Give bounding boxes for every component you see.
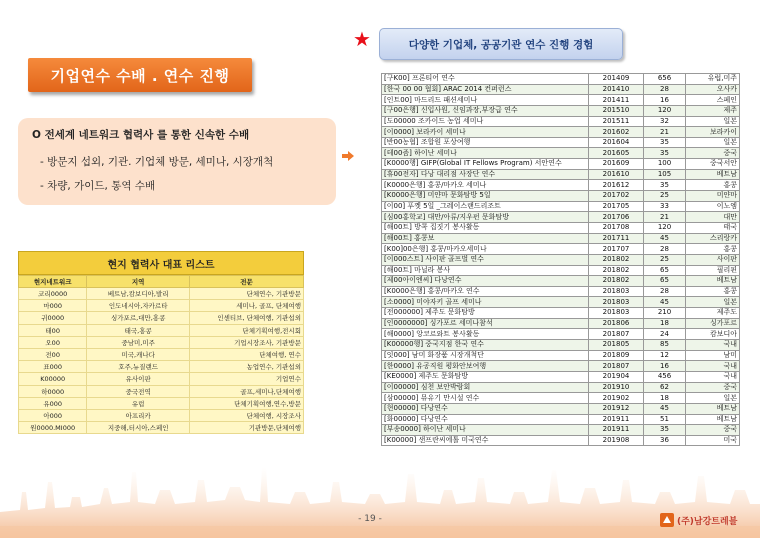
experience-cell-program: [제00아이엔씨] 다낭연수 [382, 276, 589, 287]
partner-cell-network: K00000 [19, 373, 87, 385]
experience-row [382, 116, 740, 127]
partner-cell-specialty: 기업연수 [189, 373, 303, 385]
experience-cell-participants: 35 [644, 137, 686, 148]
partner-cell-network: 전00 [19, 348, 87, 360]
experience-row [382, 74, 740, 85]
experience-cell-participants: 21 [644, 212, 686, 223]
experience-cell-participants: 18 [644, 318, 686, 329]
partner-row [19, 422, 304, 434]
experience-cell-date: 201904 [589, 371, 644, 382]
experience-cell-participants: 210 [644, 308, 686, 319]
partner-cell-region: 지중해,터시아,스페인 [87, 422, 190, 434]
experience-cell-date: 201511 [589, 116, 644, 127]
partner-cell-network: 마000 [19, 300, 87, 312]
experience-cell-date: 201409 [589, 74, 644, 85]
experience-cell-participants: 100 [644, 159, 686, 170]
city-skyline-illustration [0, 452, 760, 538]
experience-row [382, 435, 740, 446]
experience-row [382, 201, 740, 212]
experience-cell-participants: 45 [644, 297, 686, 308]
experience-cell-destination: 베트남 [686, 276, 740, 287]
partner-cell-region: 미국,캐나다 [87, 348, 190, 360]
experience-table-body [382, 74, 740, 446]
experience-row [382, 361, 740, 372]
partner-cell-region: 유사이판 [87, 373, 190, 385]
star-icon: ★ [353, 27, 371, 51]
experience-cell-program: [이0000] 보라카이 세미나 [382, 127, 589, 138]
experience-cell-program: [인0000000] 싱가포르 세미나참석 [382, 318, 589, 329]
experience-cell-date: 201805 [589, 340, 644, 351]
experience-cell-participants: 25 [644, 191, 686, 202]
partner-cell-network: 태00 [19, 324, 87, 336]
experience-cell-participants: 65 [644, 276, 686, 287]
experience-row [382, 318, 740, 329]
experience-cell-program: [K0000은행] 홍콩/마카오 연수 [382, 286, 589, 297]
experience-cell-participants: 105 [644, 169, 686, 180]
experience-header: 다양한 기업체, 공공기관 연수 진행 경험 [379, 28, 623, 60]
experience-cell-date: 201702 [589, 191, 644, 202]
experience-cell-participants: 21 [644, 127, 686, 138]
experience-cell-participants: 456 [644, 371, 686, 382]
partner-row [19, 300, 304, 312]
experience-cell-program: [이00] 푸껫 5일 _그레이스랜드리조트 [382, 201, 589, 212]
experience-cell-participants: 35 [644, 425, 686, 436]
experience-table [381, 73, 740, 446]
experience-row [382, 84, 740, 95]
experience-cell-program: [잇000] 남미 화장품 시장개척단 [382, 350, 589, 361]
experience-cell-participants: 45 [644, 403, 686, 414]
intro-box [18, 118, 336, 205]
experience-row [382, 371, 740, 382]
experience-cell-date: 201411 [589, 95, 644, 106]
experience-cell-date: 201806 [589, 318, 644, 329]
experience-cell-program: [K0000행] GIFP(Global IT Fellows Program) 서안연수 [382, 159, 589, 170]
experience-row [382, 212, 740, 223]
experience-row [382, 393, 740, 404]
experience-cell-date: 201911 [589, 414, 644, 425]
partner-header-network: 현지네트워크 [19, 276, 87, 288]
company-logo [660, 513, 737, 527]
partner-header-row [19, 276, 304, 288]
experience-cell-date: 201912 [589, 403, 644, 414]
experience-cell-program: [한0000] 유공직원 평화안보여행 [382, 361, 589, 372]
partner-row [19, 312, 304, 324]
partner-row [19, 348, 304, 360]
experience-cell-program: [해00트] 홍콩보 [382, 233, 589, 244]
experience-cell-participants: 28 [644, 286, 686, 297]
partner-table-section [18, 251, 304, 434]
experience-cell-destination: 일본 [686, 297, 740, 308]
partner-cell-region: 호주,뉴질랜드 [87, 361, 190, 373]
experience-cell-program: [삼00000] 뮤유기 만시설 연수 [382, 393, 589, 404]
experience-row [382, 222, 740, 233]
experience-row [382, 233, 740, 244]
intro-line-1: O 전세계 네트워크 협력사 를 통한 신속한 수배 [32, 129, 250, 141]
experience-cell-program: [이000스트] 사이판 골프벌 연수 [382, 254, 589, 265]
experience-cell-participants: 28 [644, 84, 686, 95]
partner-row [19, 288, 304, 300]
experience-cell-date: 201908 [589, 435, 644, 446]
experience-cell-date: 201802 [589, 276, 644, 287]
experience-cell-program: [반00농협] 조합원 포상여행 [382, 137, 589, 148]
experience-cell-program: [K00000행] 중국지점 한국 연수 [382, 340, 589, 351]
experience-cell-destination: 제주 [686, 105, 740, 116]
experience-cell-participants: 18 [644, 393, 686, 404]
experience-cell-date: 201604 [589, 137, 644, 148]
partner-row [19, 336, 304, 348]
experience-cell-program: [해0000] 앙코르와트 봉사활동 [382, 329, 589, 340]
partner-table-body [19, 288, 304, 434]
experience-cell-participants: 120 [644, 222, 686, 233]
partner-header-region: 지역 [87, 276, 190, 288]
experience-row [382, 148, 740, 159]
partner-cell-specialty: 농업연수, 기관섭외 [189, 361, 303, 373]
experience-cell-date: 201609 [589, 159, 644, 170]
experience-cell-date: 201911 [589, 425, 644, 436]
experience-cell-destination: 미국 [686, 435, 740, 446]
experience-cell-participants: 35 [644, 148, 686, 159]
experience-cell-destination: 홍콩 [686, 244, 740, 255]
experience-cell-destination: 대만 [686, 212, 740, 223]
experience-cell-participants: 656 [644, 74, 686, 85]
experience-cell-participants: 16 [644, 95, 686, 106]
experience-row [382, 159, 740, 170]
partner-row [19, 385, 304, 397]
experience-row [382, 244, 740, 255]
experience-cell-destination: 국내 [686, 361, 740, 372]
experience-row [382, 308, 740, 319]
experience-cell-destination: 중국 [686, 148, 740, 159]
experience-row [382, 276, 740, 287]
partner-cell-specialty: 단체기획여행,전시회 [189, 324, 303, 336]
experience-row [382, 350, 740, 361]
partner-row [19, 397, 304, 409]
partner-cell-region: 베트남,캄보디아,발리 [87, 288, 190, 300]
experience-cell-participants: 32 [644, 116, 686, 127]
experience-cell-program: [K0000은행] 미얀마 문화탐방 5일 [382, 191, 589, 202]
experience-cell-program: [테00즘] 하이난 세미나 [382, 148, 589, 159]
experience-cell-destination: 일본 [686, 393, 740, 404]
experience-row [382, 403, 740, 414]
partner-cell-network: 하0000 [19, 385, 87, 397]
experience-cell-date: 201708 [589, 222, 644, 233]
partner-cell-region: 중남미,미주 [87, 336, 190, 348]
partner-cell-network: 유000 [19, 397, 87, 409]
partner-cell-specialty: 인센티브, 단체여행, 기관섭외 [189, 312, 303, 324]
experience-row [382, 180, 740, 191]
experience-cell-date: 201602 [589, 127, 644, 138]
experience-row [382, 127, 740, 138]
experience-cell-participants: 33 [644, 201, 686, 212]
experience-cell-date: 201807 [589, 329, 644, 340]
experience-cell-date: 201410 [589, 84, 644, 95]
experience-row [382, 105, 740, 116]
experience-cell-destination: 국내 [686, 371, 740, 382]
experience-cell-program: [구00은행] 신입사원, 신임과장,부장급 연수 [382, 105, 589, 116]
experience-cell-program: [현00000] 다낭연수 [382, 403, 589, 414]
experience-cell-destination: 싱가포르 [686, 318, 740, 329]
experience-cell-program: [심00홍학교] 대만/아류/지우펀 문화탐방 [382, 212, 589, 223]
arrow-right-icon [342, 150, 354, 162]
experience-cell-program: [해00트] 방콕 집짓기 봉사활동 [382, 222, 589, 233]
experience-cell-destination: 태국 [686, 222, 740, 233]
experience-row [382, 340, 740, 351]
experience-cell-date: 201802 [589, 265, 644, 276]
page-title: 기업연수 수배 . 연수 진행 [28, 58, 252, 92]
experience-cell-date: 201803 [589, 286, 644, 297]
partner-cell-specialty: 기업시장조사, 기관방문 [189, 336, 303, 348]
experience-cell-destination: 홍콩 [686, 286, 740, 297]
experience-cell-program: [화00000] 다낭연수 [382, 414, 589, 425]
experience-cell-program: [해00트] 마닐라 봉사 [382, 265, 589, 276]
experience-cell-date: 201711 [589, 233, 644, 244]
experience-cell-date: 201706 [589, 212, 644, 223]
experience-cell-destination: 사이판 [686, 254, 740, 265]
logo-mark-icon [660, 513, 674, 527]
partner-cell-specialty: 단체기획여행,연수,방문 [189, 397, 303, 409]
partner-cell-region: 태국,홍콩 [87, 324, 190, 336]
experience-cell-program: [부송0000] 하이난 세미나 [382, 425, 589, 436]
experience-cell-participants: 12 [644, 350, 686, 361]
partner-cell-region: 인도네시아,자카르타 [87, 300, 190, 312]
experience-cell-program: [도00000 조카이드 농업 세미나 [382, 116, 589, 127]
experience-cell-date: 201803 [589, 308, 644, 319]
experience-cell-destination: 오사카 [686, 84, 740, 95]
experience-cell-destination: 중국 [686, 425, 740, 436]
experience-row [382, 137, 740, 148]
experience-cell-participants: 51 [644, 414, 686, 425]
experience-row [382, 191, 740, 202]
experience-cell-destination: 베트남 [686, 414, 740, 425]
experience-cell-participants: 25 [644, 254, 686, 265]
experience-cell-program: [휴00전자] 다낭 대리점 사장단 연수 [382, 169, 589, 180]
experience-row [382, 414, 740, 425]
partner-cell-specialty: 기관방문,단체여행 [189, 422, 303, 434]
experience-cell-destination: 유럽,미주 [686, 74, 740, 85]
experience-cell-destination: 중국서안 [686, 159, 740, 170]
experience-cell-destination: 베트남 [686, 403, 740, 414]
experience-cell-destination: 일본 [686, 137, 740, 148]
partner-cell-region: 유럽 [87, 397, 190, 409]
experience-row [382, 169, 740, 180]
partner-cell-region: 중국전역 [87, 385, 190, 397]
experience-cell-destination: 스페인 [686, 95, 740, 106]
experience-cell-date: 201707 [589, 244, 644, 255]
experience-cell-date: 201809 [589, 350, 644, 361]
experience-row [382, 425, 740, 436]
partner-table [18, 275, 304, 434]
partner-header-specialty: 전문 [189, 276, 303, 288]
experience-row [382, 286, 740, 297]
logo-text: (주)남강트레블 [677, 516, 738, 527]
partner-cell-network: 원0000.MI000 [19, 422, 87, 434]
experience-cell-destination: 남미 [686, 350, 740, 361]
experience-row [382, 254, 740, 265]
experience-cell-destination: 이노엠 [686, 201, 740, 212]
partner-row [19, 373, 304, 385]
experience-cell-date: 201610 [589, 169, 644, 180]
partner-row [19, 409, 304, 421]
experience-cell-program: [K00]00은행] 홍콩/마카오세미나 [382, 244, 589, 255]
experience-cell-destination: 홍콩 [686, 180, 740, 191]
experience-cell-program: [소0000] 미야자키 골프 세미나 [382, 297, 589, 308]
experience-row [382, 382, 740, 393]
intro-line-3: - 차량, 가이드, 통역 수배 [40, 180, 156, 192]
page-number: - 19 - [358, 514, 382, 524]
experience-cell-program: [인트00] 마드리드 패션세미나 [382, 95, 589, 106]
partner-cell-region: 싱가포르,대만,홍콩 [87, 312, 190, 324]
experience-cell-program: [구K00] 프론티어 연수 [382, 74, 589, 85]
experience-cell-date: 201910 [589, 382, 644, 393]
partner-cell-specialty: 단체여행, 연수 [189, 348, 303, 360]
intro-line-2: - 방문지 섭외, 기관. 기업체 방문, 세미나, 시장개척 [40, 156, 274, 168]
partner-row [19, 324, 304, 336]
experience-cell-program: [K00000] 샌프란씨에톨 미국연수 [382, 435, 589, 446]
experience-cell-destination: 보라카이 [686, 127, 740, 138]
experience-cell-participants: 16 [644, 361, 686, 372]
experience-cell-destination: 일본 [686, 116, 740, 127]
experience-cell-destination: 필리핀 [686, 265, 740, 276]
experience-cell-date: 201803 [589, 297, 644, 308]
partner-cell-network: 귀0000 [19, 312, 87, 324]
partner-cell-specialty: 단체연수, 기관방문 [189, 288, 303, 300]
experience-cell-participants: 36 [644, 435, 686, 446]
experience-cell-program: [K0000은행] 홍콩/마카오 세미나 [382, 180, 589, 191]
experience-row [382, 265, 740, 276]
experience-cell-date: 201902 [589, 393, 644, 404]
experience-cell-participants: 45 [644, 233, 686, 244]
experience-cell-destination: 국내 [686, 340, 740, 351]
experience-cell-date: 201807 [589, 361, 644, 372]
experience-cell-participants: 24 [644, 329, 686, 340]
experience-cell-participants: 62 [644, 382, 686, 393]
experience-row [382, 329, 740, 340]
partner-cell-network: 표000 [19, 361, 87, 373]
partner-cell-specialty: 골프,세미나,단체여행 [189, 385, 303, 397]
experience-cell-destination: 캄보디아 [686, 329, 740, 340]
experience-cell-destination: 베트남 [686, 169, 740, 180]
partner-table-title: 현지 협력사 대표 리스트 [18, 251, 304, 275]
experience-cell-destination: 중국 [686, 382, 740, 393]
experience-cell-participants: 85 [644, 340, 686, 351]
partner-cell-region: 아프리카 [87, 409, 190, 421]
experience-cell-program: [이00000] 심천 보안박람회 [382, 382, 589, 393]
experience-cell-destination: 제주도 [686, 308, 740, 319]
experience-cell-participants: 120 [644, 105, 686, 116]
experience-cell-date: 201802 [589, 254, 644, 265]
partner-row [19, 361, 304, 373]
partner-cell-network: 아000 [19, 409, 87, 421]
experience-cell-program: [KE0000] 제주도 문화탐방 [382, 371, 589, 382]
experience-cell-destination: 스리랑카 [686, 233, 740, 244]
experience-cell-destination: 미얀마 [686, 191, 740, 202]
partner-cell-specialty: 단체여행, 시장조사 [189, 409, 303, 421]
experience-cell-program: [한국 00 00 협회] ARAC 2014 컨퍼런스 [382, 84, 589, 95]
experience-cell-participants: 35 [644, 180, 686, 191]
experience-cell-date: 201612 [589, 180, 644, 191]
experience-row [382, 95, 740, 106]
experience-cell-participants: 28 [644, 244, 686, 255]
partner-cell-network: 오00 [19, 336, 87, 348]
partner-cell-specialty: 세미나, 골프, 단체여행 [189, 300, 303, 312]
experience-cell-date: 201705 [589, 201, 644, 212]
partner-cell-network: 코리0000 [19, 288, 87, 300]
experience-cell-date: 201510 [589, 105, 644, 116]
experience-row [382, 297, 740, 308]
experience-cell-participants: 65 [644, 265, 686, 276]
experience-cell-date: 201605 [589, 148, 644, 159]
experience-cell-program: [전000000] 제주도 문화탐방 [382, 308, 589, 319]
